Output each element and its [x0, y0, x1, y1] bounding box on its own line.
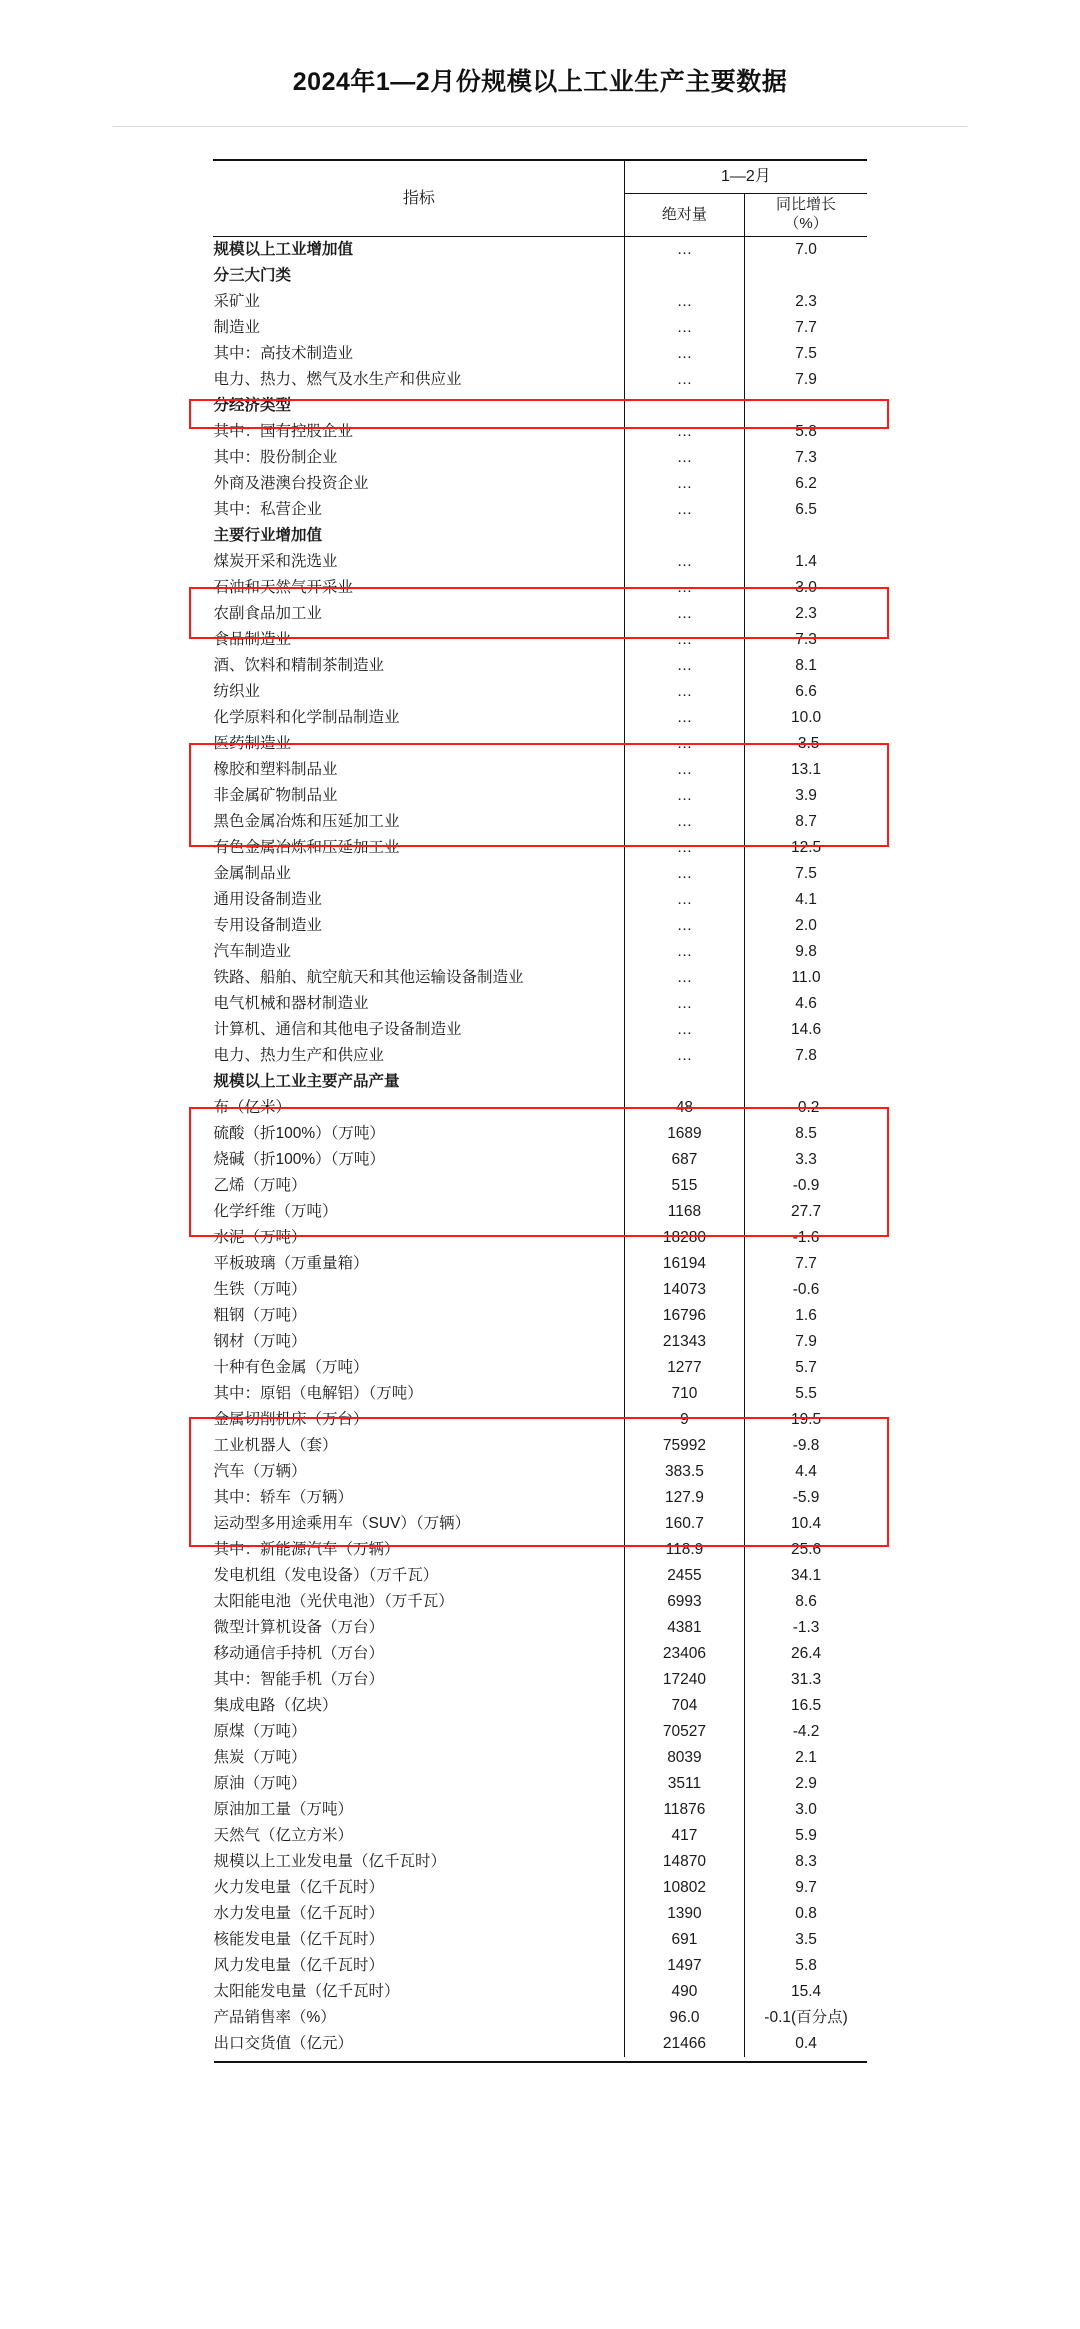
row-yoy-value: 3.5	[745, 1927, 867, 1953]
row-label: 焦炭（万吨）	[214, 1745, 625, 1771]
row-label: 其中：原铝（电解铝）（万吨）	[214, 1381, 625, 1407]
row-yoy-value: 7.3	[745, 445, 867, 471]
table-row	[214, 861, 868, 887]
row-yoy-value: -0.2	[745, 1095, 867, 1121]
row-yoy-value: 2.0	[745, 913, 867, 939]
row-yoy-value: 0.4	[745, 2031, 867, 2057]
industrial-production-table	[213, 159, 867, 2063]
table-row	[214, 1537, 868, 1563]
row-yoy-value: 19.5	[745, 1407, 867, 1433]
row-absolute-value: 710	[671, 1385, 698, 1403]
row-yoy-value: 2.9	[745, 1771, 867, 1797]
row-yoy-value	[745, 523, 867, 549]
row-yoy-value: 2.1	[745, 1745, 867, 1771]
row-yoy-value: 9.8	[745, 939, 867, 965]
table-row	[214, 471, 868, 497]
row-absolute-value: 1168	[667, 1203, 702, 1221]
row-label: 其中：新能源汽车（万辆）	[214, 1537, 625, 1563]
row-absolute-value: 704	[671, 1697, 698, 1715]
row-yoy-value: -4.2	[745, 1719, 867, 1745]
row-label: 化学原料和化学制品制造业	[214, 705, 625, 731]
row-label: 医药制造业	[214, 731, 625, 757]
table-row	[214, 887, 868, 913]
row-yoy-value: 25.6	[745, 1537, 867, 1563]
table-row	[214, 1719, 868, 1745]
row-label: 钢材（万吨）	[214, 1329, 625, 1355]
table-row	[214, 1511, 868, 1537]
row-label: 电气机械和器材制造业	[214, 991, 625, 1017]
table-row	[214, 1095, 868, 1121]
row-yoy-value: 7.3	[745, 627, 867, 653]
row-yoy-value: 4.4	[745, 1459, 867, 1485]
row-yoy-value: 7.9	[745, 367, 867, 393]
row-label: 移动通信手持机（万台）	[214, 1641, 625, 1667]
row-label: 采矿业	[214, 289, 625, 315]
row-label: 通用设备制造业	[214, 887, 625, 913]
table-row	[214, 601, 868, 627]
table-row	[214, 1875, 868, 1901]
row-absolute-value	[624, 263, 744, 289]
row-yoy-value: 6.5	[745, 497, 867, 523]
row-absolute-value: 8039	[667, 1749, 702, 1767]
table-row	[214, 523, 868, 549]
table-row	[214, 653, 868, 679]
table-row	[214, 237, 868, 264]
row-label: 出口交货值（亿元）	[214, 2031, 625, 2057]
row-absolute-value: 515	[671, 1177, 698, 1195]
row-absolute-value: 18280	[662, 1229, 706, 1247]
row-yoy-value: 4.1	[745, 887, 867, 913]
table-row	[214, 939, 868, 965]
row-yoy-value: 15.4	[745, 1979, 867, 2005]
table-row	[214, 1277, 868, 1303]
row-absolute-value: …	[676, 631, 693, 649]
row-label: 原煤（万吨）	[214, 1719, 625, 1745]
row-absolute-value: …	[676, 683, 693, 701]
row-label: 其中：轿车（万辆）	[214, 1485, 625, 1511]
table-row	[214, 1745, 868, 1771]
row-yoy-value: 6.2	[745, 471, 867, 497]
row-label: 微型计算机设备（万台）	[214, 1615, 625, 1641]
row-absolute-value	[624, 523, 744, 549]
row-label: 农副食品加工业	[214, 601, 625, 627]
table-row	[214, 1615, 868, 1641]
row-yoy-value: 7.7	[745, 1251, 867, 1277]
table-row	[214, 575, 868, 601]
table-row	[214, 809, 868, 835]
row-yoy-value: 6.6	[745, 679, 867, 705]
row-yoy-value: 5.7	[745, 1355, 867, 1381]
row-absolute-value: …	[676, 345, 693, 363]
row-yoy-value: 1.6	[745, 1303, 867, 1329]
row-yoy-value: 4.6	[745, 991, 867, 1017]
row-absolute-value: 691	[671, 1931, 698, 1949]
row-yoy-value: -0.6	[745, 1277, 867, 1303]
header-yoy-line2: （%）	[784, 215, 828, 232]
table-bottom-rule-abs	[624, 2057, 744, 2062]
row-yoy-value: 31.3	[745, 1667, 867, 1693]
row-label: 分经济类型	[214, 393, 625, 419]
table-row	[214, 1017, 868, 1043]
table-row	[214, 991, 868, 1017]
row-absolute-value: …	[676, 813, 693, 831]
table-row	[214, 835, 868, 861]
table-row	[214, 1849, 868, 1875]
title-divider	[113, 126, 967, 127]
row-yoy-value: 5.8	[745, 1953, 867, 1979]
row-absolute-value: 16194	[662, 1255, 706, 1273]
table-row	[214, 1381, 868, 1407]
table-row	[214, 1953, 868, 1979]
row-label: 规模以上工业增加值	[214, 237, 625, 264]
row-yoy-value: 10.0	[745, 705, 867, 731]
row-label: 其中：国有控股企业	[214, 419, 625, 445]
row-absolute-value: 490	[671, 1983, 698, 2001]
row-label: 产品销售率（%）	[214, 2005, 625, 2031]
header-yoy	[745, 194, 867, 237]
row-absolute-value: 1390	[667, 1905, 702, 1923]
table-row	[214, 1667, 868, 1693]
table-row	[214, 1225, 868, 1251]
row-absolute-value: 14073	[662, 1281, 706, 1299]
row-absolute-value: …	[676, 995, 693, 1013]
row-yoy-value: -1.3	[745, 1615, 867, 1641]
table-row	[214, 757, 868, 783]
row-label: 食品制造业	[214, 627, 625, 653]
row-yoy-value: -0.1(百分点)	[745, 2005, 867, 2031]
row-label: 硫酸（折100%）（万吨）	[214, 1121, 625, 1147]
table-row	[214, 1823, 868, 1849]
table-row	[214, 1251, 868, 1277]
row-absolute-value: …	[676, 839, 693, 857]
row-yoy-value: 16.5	[745, 1693, 867, 1719]
table-row	[214, 913, 868, 939]
row-label: 汽车（万辆）	[214, 1459, 625, 1485]
row-label: 金属切削机床（万台）	[214, 1407, 625, 1433]
row-yoy-value	[745, 263, 867, 289]
row-label: 有色金属冶炼和压延加工业	[214, 835, 625, 861]
row-absolute-value: …	[676, 579, 693, 597]
row-yoy-value: 7.5	[745, 341, 867, 367]
row-label: 核能发电量（亿千瓦时）	[214, 1927, 625, 1953]
table-row	[214, 1173, 868, 1199]
table-bottom-rule-label	[214, 2057, 625, 2062]
header-period: 1—2月	[624, 160, 867, 194]
row-label: 火力发电量（亿千瓦时）	[214, 1875, 625, 1901]
table-row	[214, 1797, 868, 1823]
row-absolute-value: 1497	[667, 1957, 702, 1975]
table-row	[214, 1069, 868, 1095]
row-label: 布（亿米）	[214, 1095, 625, 1121]
row-yoy-value: 3.0	[745, 575, 867, 601]
row-absolute-value: …	[676, 969, 693, 987]
table-row	[214, 1485, 868, 1511]
row-label: 规模以上工业发电量（亿千瓦时）	[214, 1849, 625, 1875]
row-yoy-value: 7.7	[745, 315, 867, 341]
row-absolute-value: …	[676, 423, 693, 441]
row-absolute-value: 4381	[667, 1619, 702, 1637]
table-row	[214, 1043, 868, 1069]
row-label: 乙烯（万吨）	[214, 1173, 625, 1199]
table-row	[214, 1303, 868, 1329]
row-yoy-value: 8.5	[745, 1121, 867, 1147]
row-yoy-value: 7.0	[745, 237, 867, 264]
row-absolute-value: …	[676, 735, 693, 753]
row-label: 平板玻璃（万重量箱）	[214, 1251, 625, 1277]
row-label: 原油（万吨）	[214, 1771, 625, 1797]
header-indicator: 指标	[214, 160, 625, 237]
table-header-row-top	[214, 160, 868, 194]
table-row	[214, 1199, 868, 1225]
row-label: 太阳能电池（光伏电池）（万千瓦）	[214, 1589, 625, 1615]
row-yoy-value: -1.6	[745, 1225, 867, 1251]
row-yoy-value: 8.1	[745, 653, 867, 679]
table-row	[214, 965, 868, 991]
row-yoy-value: -0.9	[745, 1173, 867, 1199]
table-row	[214, 705, 868, 731]
row-absolute-value: 48	[675, 1099, 694, 1117]
row-yoy-value: 7.8	[745, 1043, 867, 1069]
table-row	[214, 1355, 868, 1381]
table-row	[214, 341, 868, 367]
table-row	[214, 497, 868, 523]
row-label: 煤炭开采和洗选业	[214, 549, 625, 575]
table-row	[214, 2005, 868, 2031]
header-yoy-line1: 同比增长	[776, 196, 837, 214]
row-label: 石油和天然气开采业	[214, 575, 625, 601]
row-yoy-value: 9.7	[745, 1875, 867, 1901]
row-absolute-value: …	[676, 475, 693, 493]
table-row	[214, 1459, 868, 1485]
table-row	[214, 2031, 868, 2057]
row-absolute-value: 21466	[662, 2035, 706, 2053]
table-row	[214, 783, 868, 809]
row-absolute-value: 127.9	[665, 1489, 704, 1507]
row-absolute-value: 2455	[667, 1567, 702, 1585]
row-label: 专用设备制造业	[214, 913, 625, 939]
row-label: 工业机器人（套）	[214, 1433, 625, 1459]
row-absolute-value: 14870	[662, 1853, 706, 1871]
row-yoy-value: 14.6	[745, 1017, 867, 1043]
row-yoy-value: 27.7	[745, 1199, 867, 1225]
row-absolute-value: 16796	[662, 1307, 706, 1325]
table-row	[214, 679, 868, 705]
page-title: 2024年1—2月份规模以上工业生产主要数据	[292, 68, 788, 96]
row-label: 天然气（亿立方米）	[214, 1823, 625, 1849]
row-absolute-value: 1277	[667, 1359, 702, 1377]
row-absolute-value: …	[676, 891, 693, 909]
row-yoy-value: 13.1	[745, 757, 867, 783]
table-row	[214, 1693, 868, 1719]
row-yoy-value: 8.6	[745, 1589, 867, 1615]
row-absolute-value: …	[676, 371, 693, 389]
row-label: 主要行业增加值	[214, 523, 625, 549]
row-absolute-value: …	[676, 657, 693, 675]
row-absolute-value: 6993	[667, 1593, 702, 1611]
row-absolute-value: 9	[680, 1411, 689, 1429]
row-yoy-value: 1.4	[745, 549, 867, 575]
row-absolute-value: 11876	[663, 1801, 706, 1819]
row-label: 汽车制造业	[214, 939, 625, 965]
row-label: 计算机、通信和其他电子设备制造业	[214, 1017, 625, 1043]
row-label: 原油加工量（万吨）	[214, 1797, 625, 1823]
table-row	[214, 549, 868, 575]
row-yoy-value: -5.9	[745, 1485, 867, 1511]
table-row	[214, 1563, 868, 1589]
row-label: 运动型多用途乘用车（SUV）（万辆）	[214, 1511, 625, 1537]
table-head	[214, 160, 868, 237]
main-table-container	[213, 159, 867, 2063]
row-absolute-value: …	[676, 449, 693, 467]
row-absolute-value: 23406	[662, 1645, 706, 1663]
table-row	[214, 1121, 868, 1147]
table-row	[214, 393, 868, 419]
row-label: 化学纤维（万吨）	[214, 1199, 625, 1225]
row-absolute-value: …	[676, 917, 693, 935]
row-absolute-value: 3511	[667, 1775, 702, 1793]
table-row	[214, 367, 868, 393]
row-yoy-value: -9.8	[745, 1433, 867, 1459]
row-yoy-value	[745, 1069, 867, 1095]
table-row	[214, 1901, 868, 1927]
row-label: 其中：高技术制造业	[214, 341, 625, 367]
row-yoy-value: 11.0	[745, 965, 867, 991]
row-yoy-value: 0.8	[745, 1901, 867, 1927]
row-absolute-value: …	[676, 605, 693, 623]
table-row	[214, 1407, 868, 1433]
row-yoy-value: 5.8	[745, 419, 867, 445]
row-absolute-value: …	[676, 293, 693, 311]
row-yoy-value: 12.5	[745, 835, 867, 861]
table-row	[214, 419, 868, 445]
table-row	[214, 627, 868, 653]
row-absolute-value: 383.5	[665, 1463, 704, 1481]
table-foot	[214, 2057, 868, 2062]
row-label: 其中：私营企业	[214, 497, 625, 523]
table-row	[214, 1771, 868, 1797]
table-row	[214, 289, 868, 315]
row-label: 铁路、船舶、航空航天和其他运输设备制造业	[214, 965, 625, 991]
table-row	[214, 731, 868, 757]
row-absolute-value: 160.7	[665, 1515, 704, 1533]
row-absolute-value: 687	[671, 1151, 698, 1169]
row-absolute-value: …	[676, 761, 693, 779]
table-row	[214, 315, 868, 341]
row-absolute-value	[624, 393, 744, 419]
row-label: 规模以上工业主要产品产量	[214, 1069, 625, 1095]
table-body	[214, 237, 868, 2058]
row-absolute-value: …	[676, 865, 693, 883]
row-absolute-value: …	[676, 943, 693, 961]
row-absolute-value: 70527	[662, 1723, 706, 1741]
row-absolute-value: …	[676, 787, 693, 805]
row-absolute-value: 417	[671, 1827, 698, 1845]
row-absolute-value: …	[676, 1047, 693, 1065]
row-yoy-value: 2.3	[745, 289, 867, 315]
row-absolute-value: …	[676, 319, 693, 337]
row-absolute-value: 96.0	[669, 2009, 700, 2027]
table-row	[214, 1147, 868, 1173]
table-row	[214, 445, 868, 471]
row-label: 发电机组（发电设备）（万千瓦）	[214, 1563, 625, 1589]
row-label: 制造业	[214, 315, 625, 341]
row-label: 水力发电量（亿千瓦时）	[214, 1901, 625, 1927]
row-label: 非金属矿物制品业	[214, 783, 625, 809]
row-label: 电力、热力、燃气及水生产和供应业	[214, 367, 625, 393]
table-row	[214, 1979, 868, 2005]
table-row	[214, 1927, 868, 1953]
row-yoy-value: 2.3	[745, 601, 867, 627]
row-label: 橡胶和塑料制品业	[214, 757, 625, 783]
row-yoy-value: 7.5	[745, 861, 867, 887]
row-absolute-value: …	[676, 241, 693, 259]
table-row	[214, 263, 868, 289]
row-yoy-value: 7.9	[745, 1329, 867, 1355]
row-absolute-value	[624, 1069, 744, 1095]
row-absolute-value: 118.9	[665, 1541, 704, 1559]
table-row	[214, 1589, 868, 1615]
row-yoy-value: 8.7	[745, 809, 867, 835]
row-label: 其中：智能手机（万台）	[214, 1667, 625, 1693]
row-label: 集成电路（亿块）	[214, 1693, 625, 1719]
table-bottom-rule-yoy	[745, 2057, 867, 2062]
row-label: 水泥（万吨）	[214, 1225, 625, 1251]
row-label: 风力发电量（亿千瓦时）	[214, 1953, 625, 1979]
row-absolute-value: …	[676, 553, 693, 571]
row-absolute-value: …	[676, 709, 693, 727]
row-label: 黑色金属冶炼和压延加工业	[214, 809, 625, 835]
row-label: 外商及港澳台投资企业	[214, 471, 625, 497]
row-label: 其中：股份制企业	[214, 445, 625, 471]
row-label: 粗钢（万吨）	[214, 1303, 625, 1329]
header-absolute: 绝对量	[624, 194, 744, 237]
table-row	[214, 1641, 868, 1667]
row-absolute-value: …	[676, 501, 693, 519]
row-label: 分三大门类	[214, 263, 625, 289]
row-absolute-value: 75992	[662, 1437, 706, 1455]
row-absolute-value: 10802	[662, 1879, 706, 1897]
row-absolute-value: 21343	[662, 1333, 706, 1351]
row-yoy-value: 5.5	[745, 1381, 867, 1407]
row-label: 纺织业	[214, 679, 625, 705]
row-yoy-value: -3.5	[745, 731, 867, 757]
row-absolute-value: 17240	[662, 1671, 706, 1689]
table-row	[214, 1329, 868, 1355]
row-label: 生铁（万吨）	[214, 1277, 625, 1303]
footer-spacer	[0, 2063, 1080, 2103]
row-yoy-value	[745, 393, 867, 419]
row-yoy-value: 5.9	[745, 1823, 867, 1849]
row-yoy-value: 10.4	[745, 1511, 867, 1537]
row-yoy-value: 34.1	[745, 1563, 867, 1589]
row-yoy-value: 3.9	[745, 783, 867, 809]
row-yoy-value: 26.4	[745, 1641, 867, 1667]
row-label: 太阳能发电量（亿千瓦时）	[214, 1979, 625, 2005]
row-absolute-value: 1689	[667, 1125, 702, 1143]
row-label: 酒、饮料和精制茶制造业	[214, 653, 625, 679]
row-label: 金属制品业	[214, 861, 625, 887]
row-label: 电力、热力生产和供应业	[214, 1043, 625, 1069]
row-absolute-value: …	[676, 1021, 693, 1039]
row-label: 烧碱（折100%）（万吨）	[214, 1147, 625, 1173]
row-yoy-value: 3.3	[745, 1147, 867, 1173]
row-label: 十种有色金属（万吨）	[214, 1355, 625, 1381]
row-yoy-value: 8.3	[745, 1849, 867, 1875]
table-row	[214, 1433, 868, 1459]
row-yoy-value: 3.0	[745, 1797, 867, 1823]
